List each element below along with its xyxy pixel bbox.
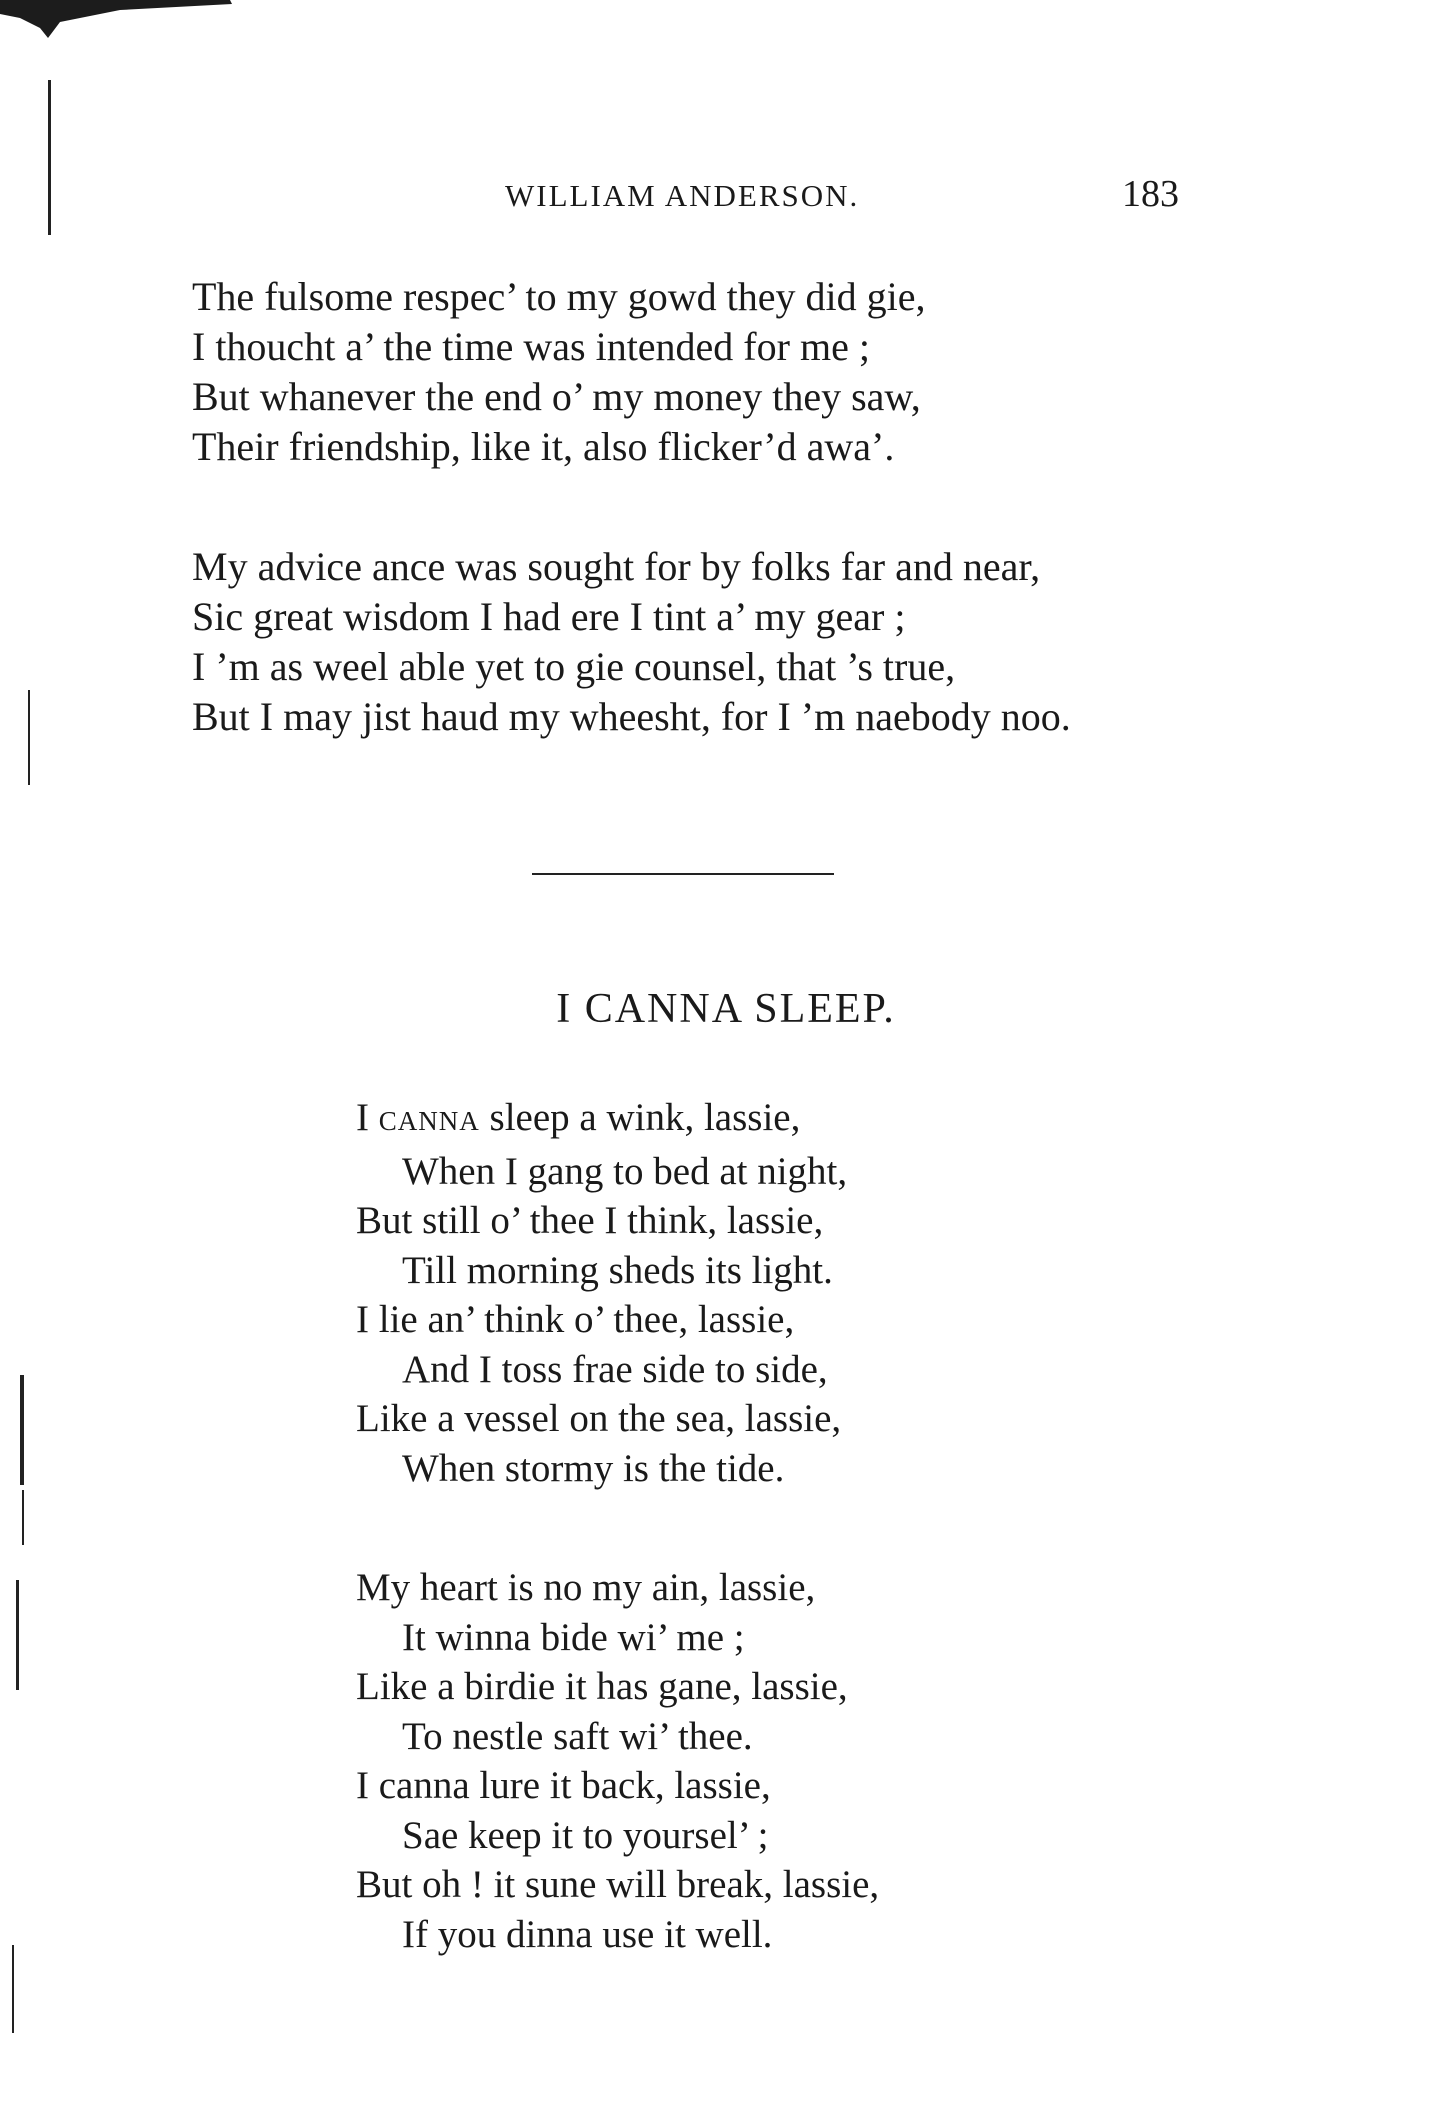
verse-line: It winna bide wi’ me ; [402, 1615, 745, 1659]
scan-artifact-top-corner [0, 0, 240, 50]
verse-line: Till morning sheds its light. [402, 1248, 833, 1292]
verse-line: When I gang to bed at night, [402, 1149, 848, 1193]
verse-line: I lie an’ think o’ thee, lassie, [356, 1298, 795, 1341]
page-number: 183 [1122, 173, 1179, 215]
verse-line: Like a birdie it has gane, lassie, [356, 1665, 848, 1708]
verse-line: But oh ! it sune will break, lassie, [356, 1863, 880, 1906]
verse-line: But still o’ thee I think, lassie, [356, 1199, 824, 1242]
verse-line: To nestle saft wi’ thee. [402, 1714, 753, 1758]
verse-line-first [356, 1093, 847, 1147]
verse-line: I ’m as weel able yet to gie counsel, that ’s true, [192, 644, 956, 689]
poem-stanza [356, 1563, 879, 1959]
scan-edge-mark [48, 80, 51, 235]
scan-edge-mark [16, 1580, 19, 1690]
first-word-smallcaps: CANNA [378, 1106, 480, 1136]
verse-line: The fulsome respec’ to my gowd they did gie, [192, 274, 926, 319]
verse-line: When stormy is the tide. [402, 1446, 785, 1490]
poem-stanza [356, 1093, 847, 1493]
verse-line: Sic great wisdom I had ere I tint a’ my gear ; [192, 594, 906, 639]
poem-title: I CANNA SLEEP. [556, 986, 896, 1032]
scan-edge-mark [28, 690, 30, 785]
scan-edge-mark [22, 1490, 24, 1545]
verse-line: Their friendship, like it, also flicker’d awa’. [192, 424, 895, 469]
verse-line: And I toss frae side to side, [402, 1347, 828, 1391]
prev-poem-stanza [192, 542, 1071, 742]
verse-line: But whanever the end o’ my money they saw, [192, 374, 921, 419]
first-line-rest: sleep a wink, lassie, [479, 1096, 801, 1139]
running-head: WILLIAM ANDERSON. [505, 178, 860, 213]
verse-line: I thoucht a’ the time was intended for me ; [192, 324, 870, 369]
scan-edge-mark [20, 1375, 24, 1485]
scan-edge-mark [12, 1945, 14, 2033]
verse-line: Like a vessel on the sea, lassie, [356, 1397, 842, 1440]
verse-line: But I may jist haud my wheesht, for I ’m naebody noo. [192, 694, 1071, 739]
verse-line: I canna lure it back, lassie, [356, 1764, 771, 1807]
verse-line: Sae keep it to yoursel’ ; [402, 1813, 769, 1857]
first-letter: I [356, 1096, 379, 1139]
section-divider [532, 873, 834, 875]
prev-poem-stanza [192, 272, 926, 472]
verse-line: My advice ance was sought for by folks far and near, [192, 544, 1041, 589]
verse-line: If you dinna use it well. [402, 1912, 773, 1956]
verse-line: My heart is no my ain, lassie, [356, 1566, 816, 1609]
